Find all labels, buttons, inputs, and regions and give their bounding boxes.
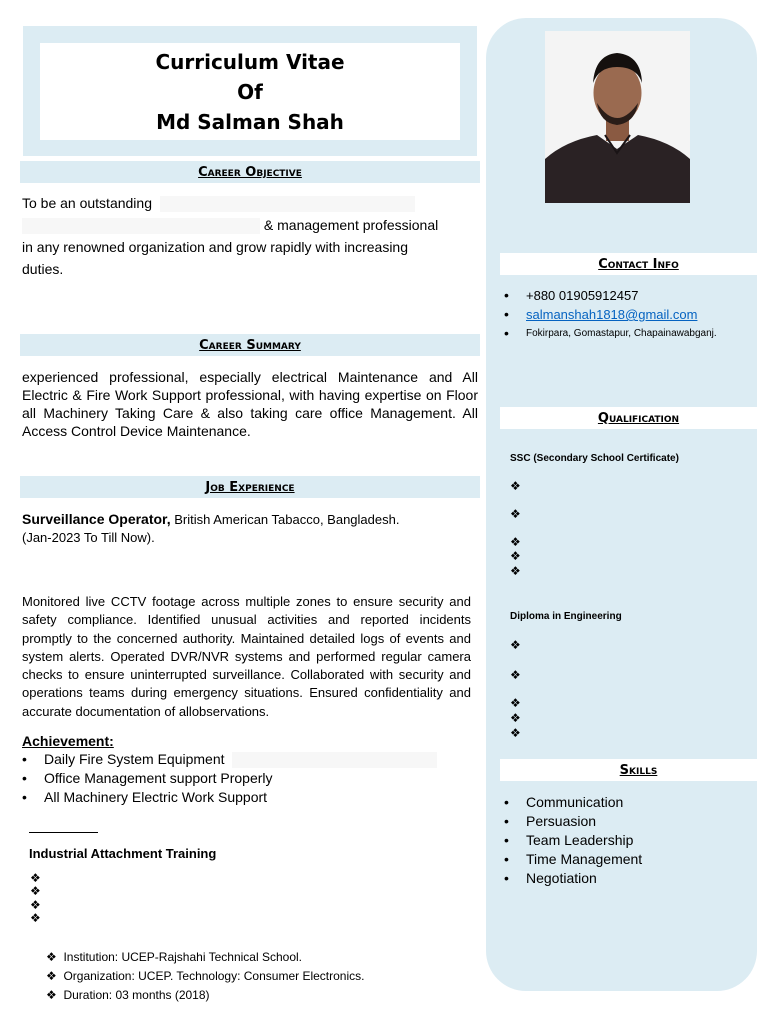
job-experience-header [20,476,480,498]
career-objective-header [20,161,480,183]
diamond-bullet-icon: ❖ [510,535,521,549]
title-line-1: Curriculum Vitae [155,49,345,74]
achievement-list [20,750,450,807]
skill-item: • Team Leadership [502,831,742,850]
diamond-bullet-icon: ❖ [510,638,521,652]
objective-part-2: & management professional [263,217,439,233]
training-detail: Organization: UCEP. Technology: Consumer Electronics. [63,969,365,983]
skills-header [500,759,768,781]
skill-item: • Time Management [502,850,742,869]
job-company: British American Tabacco, Bangladesh. [170,512,400,527]
career-summary-header [20,334,480,356]
job-description: Monitored live CCTV footage across multiple zones to ensure security and safety compliance. Identified unusual activities and reported incidents promptly to the concerned authority. Maintained detailed logs of events and system alerts. Operated DVR/NVR systems and performed regular camera checks to ensure uninterrupted surveillance. Collaborated with security and operations teams during emergency situations. Ensured confidentiality and accurate documentation of allobservations. [22,594,471,719]
objective-part-1: To be an outstanding [22,195,152,211]
training-detail: Duration: 03 months (2018) [63,988,210,1002]
skills-list [502,793,742,888]
skills-heading: Skills [619,762,658,778]
person-photo-icon [545,31,690,203]
diamond-bullet-icon: ❖ [46,969,57,983]
diamond-bullet-icon: ❖ [510,726,521,740]
achievement-item-text: Daily Fire System Equipment [44,751,225,767]
achievement-item: • All Machinery Electric Work Support [20,788,450,807]
contact-address: • Fokirpara, Gomastapur, Chapainawabganj. [502,324,752,343]
diamond-bullet-icon: ❖ [30,898,41,912]
contact-info-heading: Contact Info [598,256,679,272]
objective-part-3: in any renowned organization and grow rapidly with increasing [22,239,409,255]
contact-phone: • +880 01905912457 [502,286,752,305]
career-summary-text: experienced professional, especially electrical Maintenance and All Electric & Fire Work Support professional, with having expertise on Floor all Machinery Taking Care & also taking care office Management. All Access Control Device Maintenance. [22,369,478,439]
objective-part-4: duties. [22,261,64,277]
separator-line [29,832,98,833]
skill-item: • Negotiation [502,869,742,888]
career-summary-heading: Career Summary [199,337,301,353]
contact-list [502,286,752,343]
diamond-bullet-icon: ❖ [30,911,41,925]
profile-photo [545,31,690,203]
training-details [46,948,364,1005]
skill-item: • Persuasion [502,812,742,831]
title-box [40,43,460,140]
diamond-bullet-icon: ❖ [30,871,41,885]
diamond-bullet-icon: ❖ [30,884,41,898]
title-line-3: Md Salman Shah [156,109,344,134]
job-period: (Jan-2023 To Till Now). [22,530,155,545]
training-detail: Institution: UCEP-Rajshahi Technical School. [63,950,303,964]
qualification-ssc: SSC (Secondary School Certificate) [510,453,679,464]
job-role: Surveillance Operator, [22,511,171,527]
achievement-heading: Achievement: [22,733,114,749]
redacted-block [232,752,437,768]
diamond-bullet-icon: ❖ [510,711,521,725]
diamond-bullet-icon: ❖ [510,696,521,710]
diamond-bullet-icon: ❖ [46,988,57,1002]
redacted-block [160,196,415,212]
job-experience-heading: Job Experience [205,479,295,495]
diamond-bullet-icon: ❖ [510,564,521,578]
title-line-2: Of [237,79,263,104]
skill-item: • Communication [502,793,742,812]
achievement-item [20,750,450,769]
contact-email-link[interactable]: salmanshah1818@gmail.com [526,307,698,322]
career-objective-heading: Career Objective [198,164,302,180]
training-heading: Industrial Attachment Training [29,846,217,861]
diamond-bullet-icon: ❖ [510,549,521,563]
career-objective-text [22,192,472,280]
qualification-header [500,407,768,429]
diamond-bullet-icon: ❖ [510,507,521,521]
qualification-heading: Qualification [597,410,680,426]
contact-info-header [500,253,768,275]
diamond-bullet-icon: ❖ [510,479,521,493]
diamond-bullet-icon: ❖ [46,950,57,964]
diamond-bullet-icon: ❖ [510,668,521,682]
job-entry [22,510,482,547]
redacted-block [22,218,260,234]
achievement-item: • Office Management support Properly [20,769,450,788]
qualification-diploma: Diploma in Engineering [510,611,622,622]
